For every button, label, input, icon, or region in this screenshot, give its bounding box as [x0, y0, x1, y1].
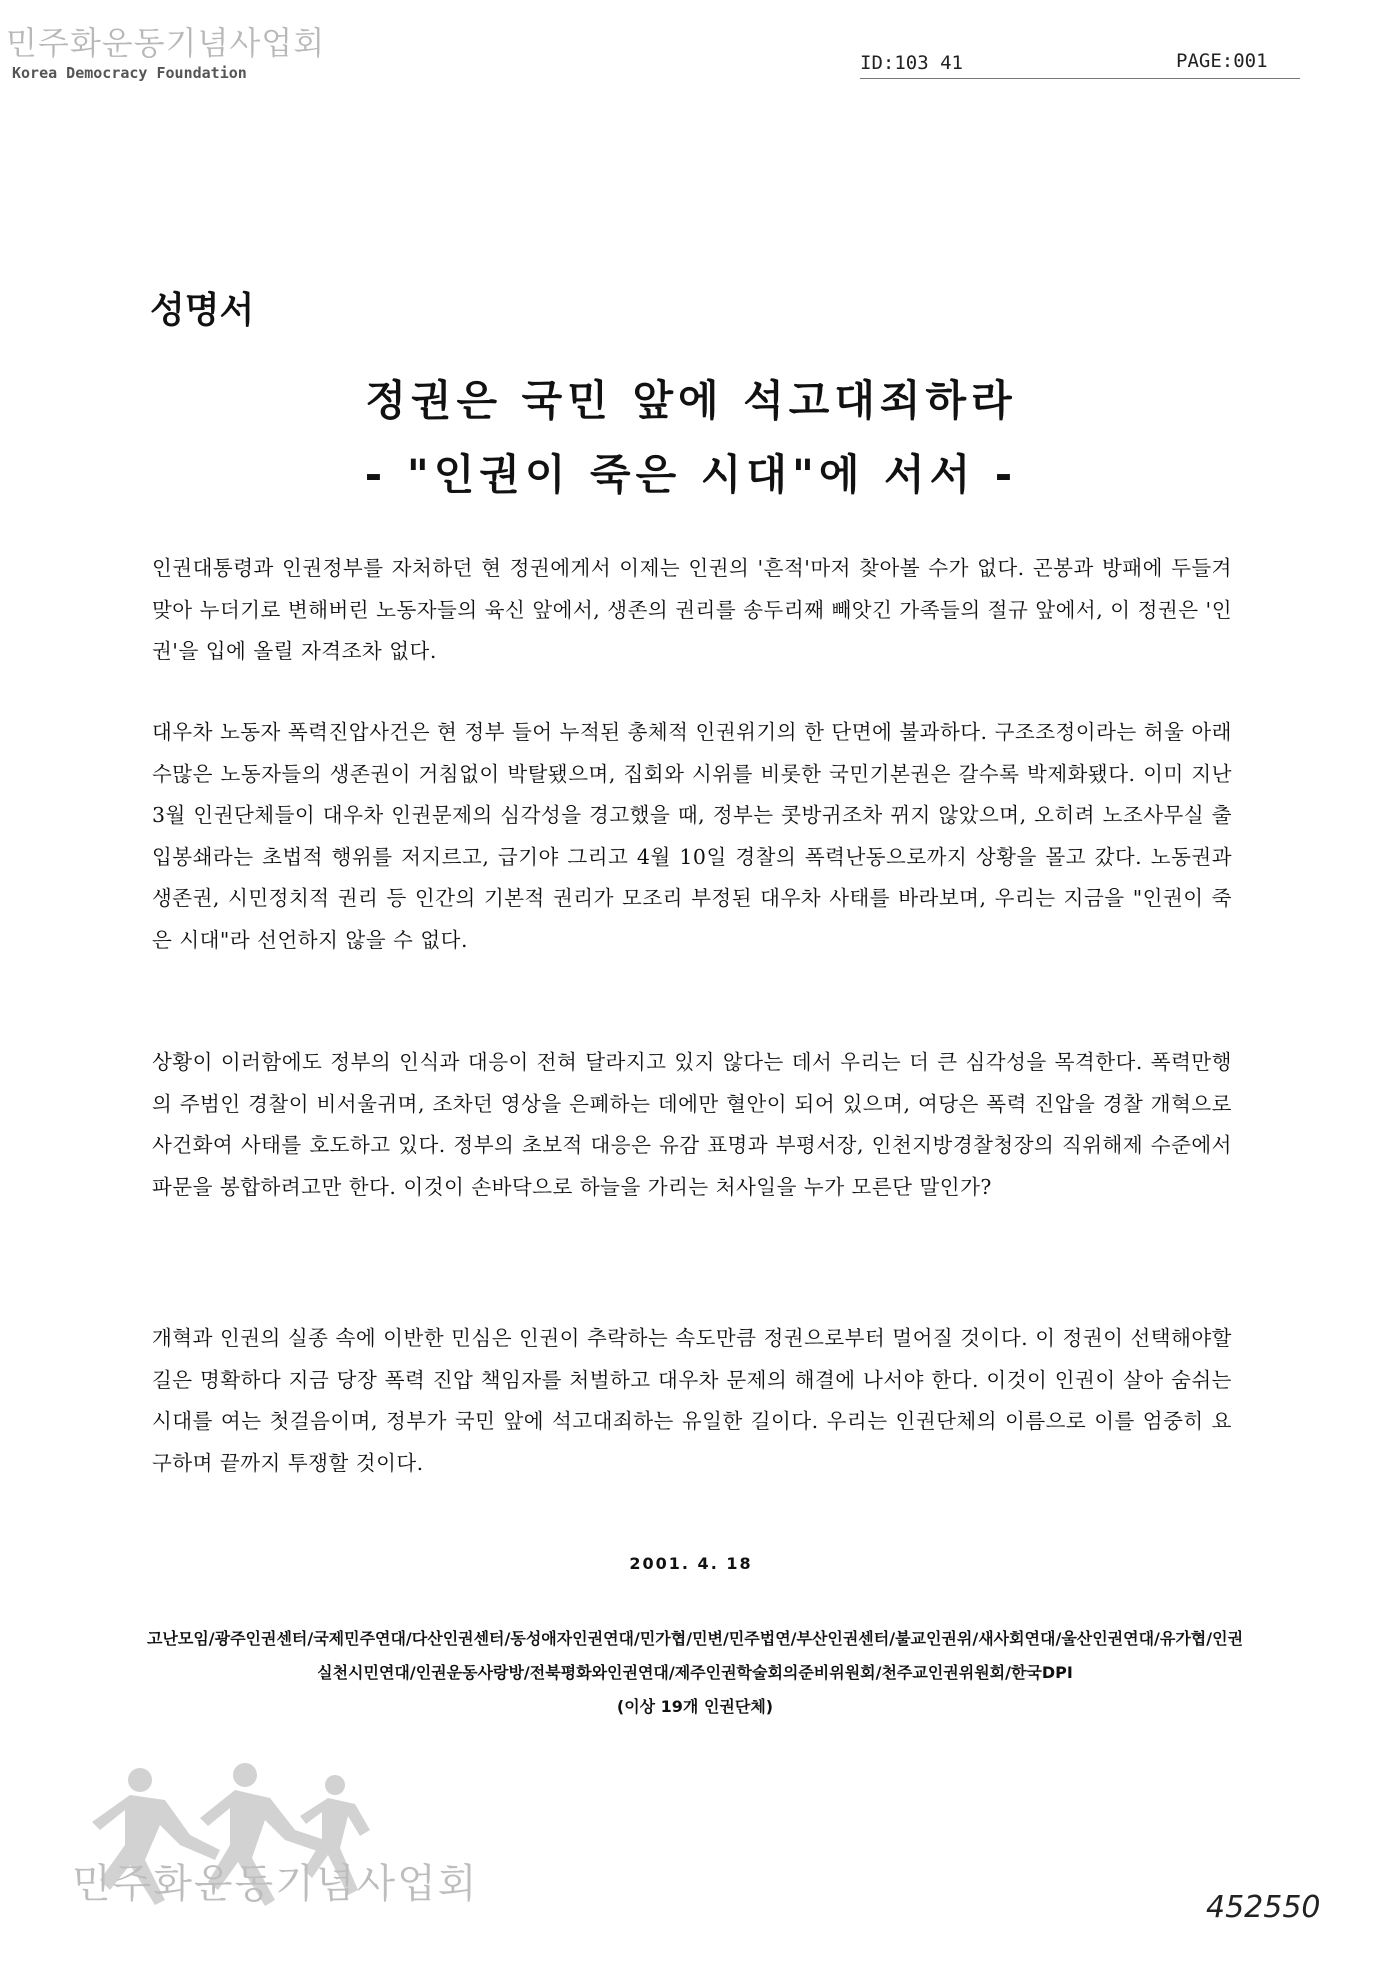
- document-type: 성명서: [150, 290, 255, 331]
- paragraph-3: 상황이 이러함에도 정부의 인식과 대응이 전혀 달라지고 있지 않다는 데서 우리는 더 큰 심각성을 목격한다. 폭력만행의 주범인 경찰이 비서울귀며, 조차던 영상을 은폐하는 데에만 혈안이 되어 있으며, 여당은 폭력 진압을 경찰 개혁으로 사건화여 사태를 호도하고 있다. 정부의 초보적 대응은 유감 표명과 부평서장, 인천지방경찰청장의 직위해제 수준에서 파문을 봉합하려고만 한다. 이것이 손바닥으로 하늘을 가리는 처사일을 누가 모른단 말인가?: [152, 1050, 1232, 1199]
- paragraph-2: 대우차 노동자 폭력진압사건은 현 정부 들어 누적된 총체적 인권위기의 한 단면에 불과하다. 구조조정이라는 허울 아래 수많은 노동자들의 생존권이 거침없이 박탈됐으며, 집회와 시위를 비롯한 국민기본권은 갈수록 박제화됐다. 이미 지난 3월 인권단체들이 대우차 인권문제의 심각성을 경고했을 때, 정부는 콧방귀조차 뀌지 않았으며, 오히려 노조사무실 출입봉쇄라는 초법적 행위를 저지르고, 급기야 그리고 4월 10일 경찰의 폭력난동으로까지 상황을 몰고 갔다. 노동권과 생존권, 시민정치적 권리 등 인간의 기본적 권리가 모조리 부정된 대우차 사태를 바라보며, 우리는 지금을 "인권이 죽은 시대"라 선언하지 않을 수 없다.: [152, 720, 1232, 952]
- organizations-block: [140, 1622, 1250, 1724]
- watermark-top-subtitle: Korea Democracy Foundation: [12, 64, 247, 82]
- date-line: 2001. 4. 18: [629, 1554, 753, 1573]
- paragraph-4: 개혁과 인권의 실종 속에 이반한 민심은 인권이 추락하는 속도만큼 정권으로부터 멀어질 것이다. 이 정권이 선택해야할 길은 명확하다 지금 당장 폭력 진압 책임자를 처벌하고 대우차 문제의 해결에 나서야 한다. 이것이 인권이 살아 숨쉬는 시대를 여는 첫걸음이며, 정부가 국민 앞에 석고대죄하는 유일한 길이다. 우리는 인권단체의 이름으로 이를 엄중히 요구하며 끝까지 투쟁할 것이다.: [152, 1326, 1232, 1475]
- organizations-list: 고난모임/광주인권센터/국제민주연대/다산인권센터/동성애자인권연대/민가협/민변/민주법연/부산인권센터/불교인권위/새사회연대/울산인권연대/유가협/인권실천시민연대/인권운동사랑방/전북평화와인권연대/제주인권학술회의준비위원회/천주교인권위원회/한국DPI: [146, 1629, 1244, 1682]
- fax-id: ID:103 41: [860, 52, 963, 74]
- document-title: 정권은 국민 앞에 석고대죄하라: [365, 376, 1017, 425]
- fax-header-rule: [860, 78, 1300, 79]
- document-subtitle: - "인권이 죽은 시대"에 서서 -: [364, 450, 1018, 499]
- fax-page: PAGE:001: [1176, 50, 1268, 72]
- organizations-count-note: (이상 19개 인권단체): [616, 1697, 774, 1716]
- watermark-top: 민주화운동기념사업회: [6, 24, 326, 62]
- paragraph-1: 인권대통령과 인권정부를 자처하던 현 정권에게서 이제는 인권의 '흔적'마저 찾아볼 수가 없다. 곤봉과 방패에 두들겨 맞아 누더기로 변해버린 노동자들의 육신 앞에서, 생존의 권리를 송두리째 빼앗긴 가족들의 절규 앞에서, 이 정권은 '인권'을 입에 올릴 자격조차 없다.: [152, 556, 1232, 663]
- watermark-bottom: 민주화운동기념사업회: [72, 1861, 479, 1907]
- page-number: 452550: [1206, 1890, 1321, 1925]
